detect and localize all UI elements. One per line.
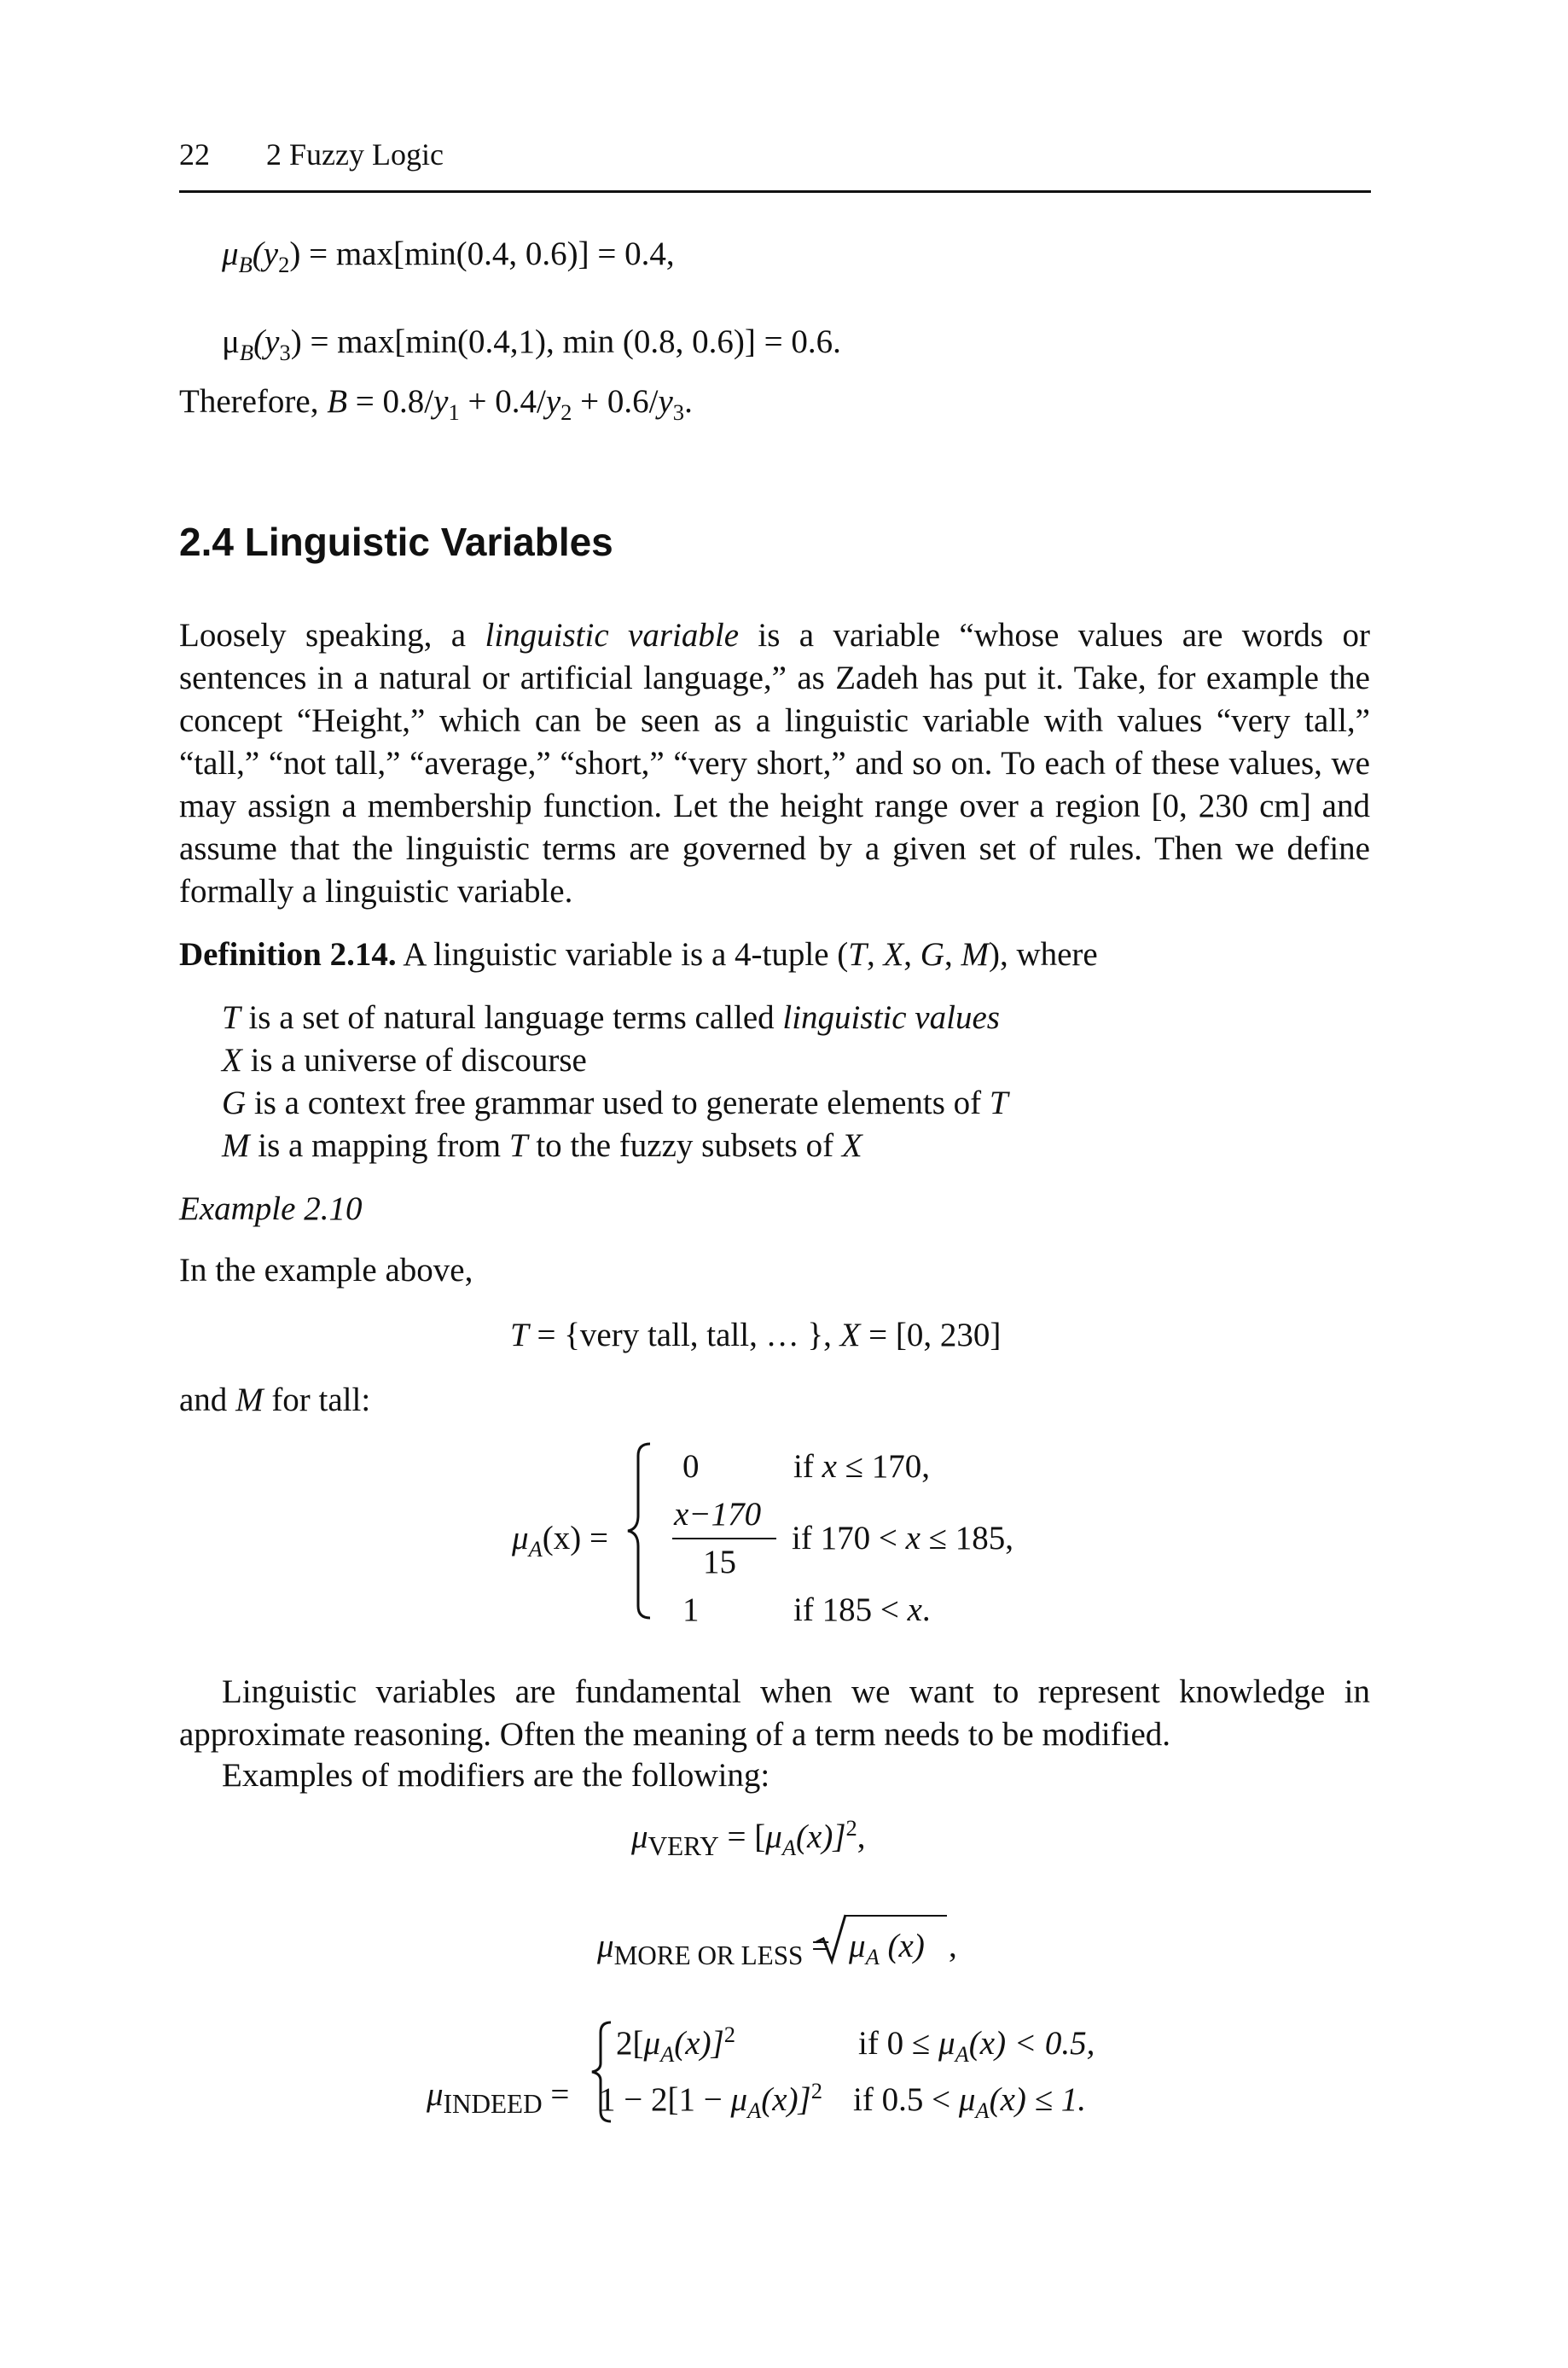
piecewise-case2-condition: if 170 < x ≤ 185,: [792, 1520, 1014, 1556]
definition-item-g: G is a context free grammar used to generate elements of T: [222, 1085, 1008, 1121]
sqrt-overline: [845, 1915, 947, 1917]
indeed-case2-value: $1 - 2[1 - \mu_A(x)]^2$: [599, 2078, 822, 2123]
example-label: Example 2.10: [179, 1190, 363, 1227]
equation-mu-indeed-lhs: $\mu_{INDEED}$ =: [427, 2076, 570, 2119]
equation-mu-very: $\mu_{VERY} = [\mu_A(x)]^2$,: [631, 1815, 866, 1861]
fraction-bar: [672, 1538, 776, 1539]
page-number: 22: [179, 137, 210, 172]
indeed-case1-condition: if $0 \le \mu_A(x) < 0.5$,: [858, 2025, 1095, 2067]
t-set-equation: T = {very tall, tall, … }, X = [0, 230]: [510, 1317, 1002, 1353]
sqrt-trailing-comma: ,: [949, 1928, 957, 1964]
and-m-for-tall: and M for tall:: [179, 1382, 371, 1418]
definition-item-t: T is a set of natural language terms called linguistic values: [222, 999, 1000, 1036]
example-intro: In the example above,: [179, 1252, 473, 1289]
piecewise-case2-denominator: 15: [703, 1544, 736, 1580]
equation-mu-b-y3: $\mu_B(y_3) = \max[\min(0.4,1)$, min (0.8, 0.6)] = 0.6.: [222, 323, 841, 365]
equation-mu-b-y2: $\mu_B(y_2) = \max[\min(0.4$, 0.6)] = 0.4,: [222, 236, 675, 277]
therefore-line: Therefore, $B = 0.8/y_1 + 0.4/y_2 + 0.6/y_3$.: [179, 383, 693, 425]
examples-of-modifiers: Examples of modifiers are the following:: [222, 1757, 770, 1794]
running-head-chapter: 2 Fuzzy Logic: [266, 137, 444, 172]
modifiers-paragraph: Linguistic variables are fundamental when we want to represent knowledge in approximate reasoning. Often the meaning of a term needs to be modified.: [179, 1673, 1370, 1753]
intro-paragraph: Loosely speaking, a linguistic variable is a variable “whose values are words or sentences in a natural or artificial language,” as Zadeh has put it. Take, for example the concept “Height,” which can be seen as a linguistic variable with values “very tall,” “tall,” “not tall,” “average,” “short,” “very short,” and so on. To each of these values, we may assign a membership function. Let the height range over a region [0, 230 cm] and assume that the linguistic terms are governed by a given set of rules. Then we define formally a linguistic variable.: [179, 617, 1370, 910]
piecewise-case2-numerator: x−170: [674, 1496, 762, 1533]
section-title: 2.4 Linguistic Variables: [179, 520, 613, 564]
definition-item-m: M is a mapping from T to the fuzzy subsets of X: [222, 1127, 862, 1164]
definition-item-x: X is a universe of discourse: [222, 1042, 587, 1079]
equation-mu-more-or-less: $\mu_{MORE OR LESS}$ =: [597, 1928, 831, 1970]
piecewise-lhs: $\mu_A(x)$ =: [512, 1520, 609, 1562]
piecewise-case1-value: 0: [682, 1448, 700, 1485]
sqrt-radical: [815, 1911, 849, 1966]
indeed-case1-value: $2[\mu_A(x)]^2$: [616, 2022, 736, 2067]
definition-statement: Definition 2.14. A linguistic variable is a 4-tuple (T, X, G, M), where: [179, 936, 1098, 973]
header-rule: [179, 190, 1371, 193]
piecewise-case3-value: 1: [682, 1591, 700, 1628]
piecewise-case3-condition: if 185 < x.: [793, 1591, 931, 1628]
sqrt-argument: $\mu_A$ (x): [849, 1928, 925, 1969]
left-brace: [624, 1440, 659, 1621]
piecewise-case1-condition: if x ≤ 170,: [793, 1448, 931, 1485]
indeed-case2-condition: if $0.5 < \mu_A(x) \le 1$.: [853, 2081, 1087, 2123]
